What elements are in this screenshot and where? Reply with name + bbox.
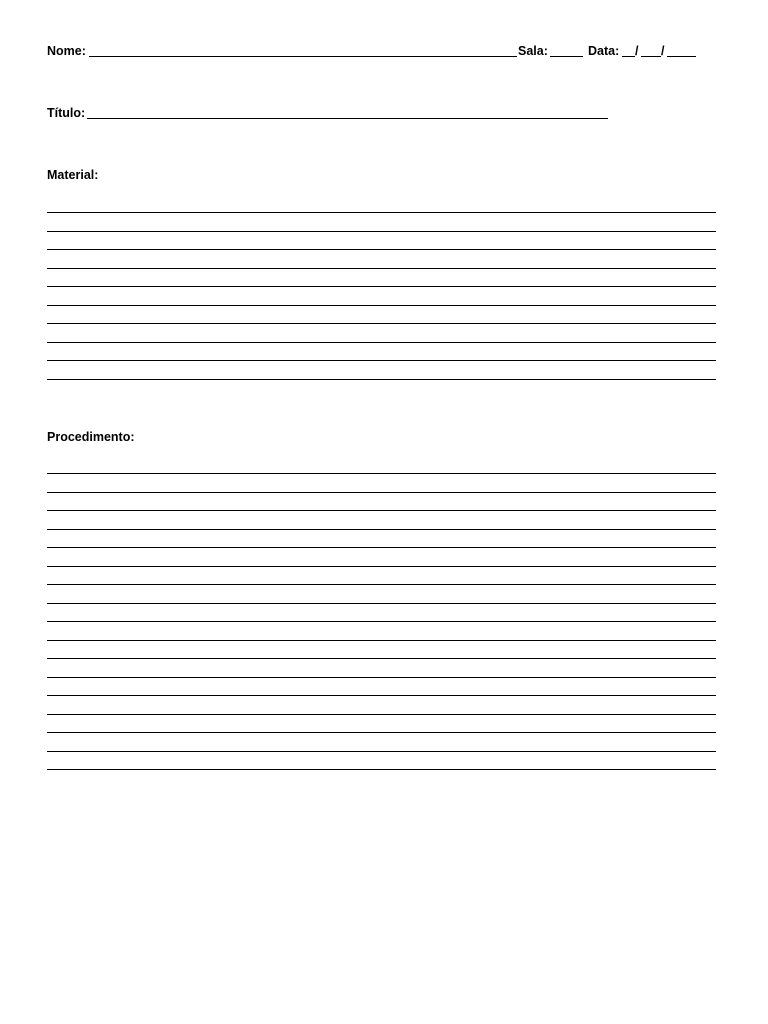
- procedure-writing-line[interactable]: [47, 677, 716, 678]
- procedure-writing-line[interactable]: [47, 603, 716, 604]
- date-day-field[interactable]: [622, 56, 635, 57]
- name-field[interactable]: [89, 56, 517, 57]
- material-writing-line[interactable]: [47, 286, 716, 287]
- material-heading: Material:: [47, 168, 99, 182]
- material-writing-line[interactable]: [47, 379, 716, 380]
- procedure-writing-line[interactable]: [47, 510, 716, 511]
- procedure-writing-line[interactable]: [47, 695, 716, 696]
- material-writing-line[interactable]: [47, 342, 716, 343]
- procedure-writing-line[interactable]: [47, 473, 716, 474]
- material-writing-line[interactable]: [47, 305, 716, 306]
- material-writing-line[interactable]: [47, 268, 716, 269]
- name-label: Nome:: [47, 44, 86, 58]
- date-month-field[interactable]: [641, 56, 661, 57]
- procedure-writing-line[interactable]: [47, 547, 716, 548]
- procedure-writing-line[interactable]: [47, 751, 716, 752]
- procedure-writing-line[interactable]: [47, 769, 716, 770]
- title-field[interactable]: [87, 118, 608, 119]
- procedure-writing-line[interactable]: [47, 492, 716, 493]
- procedure-writing-line[interactable]: [47, 732, 716, 733]
- room-field[interactable]: [550, 56, 583, 57]
- date-separator: /: [635, 44, 639, 58]
- room-label: Sala:: [518, 44, 548, 58]
- procedure-writing-line[interactable]: [47, 640, 716, 641]
- procedure-writing-line[interactable]: [47, 566, 716, 567]
- procedure-writing-line[interactable]: [47, 621, 716, 622]
- procedure-writing-line[interactable]: [47, 714, 716, 715]
- procedure-heading: Procedimento:: [47, 430, 135, 444]
- procedure-writing-line[interactable]: [47, 584, 716, 585]
- date-label: Data:: [588, 44, 620, 58]
- date-separator: /: [661, 44, 665, 58]
- material-writing-line[interactable]: [47, 323, 716, 324]
- procedure-writing-line[interactable]: [47, 529, 716, 530]
- date-year-field[interactable]: [667, 56, 696, 57]
- material-writing-line[interactable]: [47, 212, 716, 213]
- material-writing-line[interactable]: [47, 360, 716, 361]
- material-writing-line[interactable]: [47, 231, 716, 232]
- title-label: Título:: [47, 106, 86, 120]
- material-writing-line[interactable]: [47, 249, 716, 250]
- procedure-writing-line[interactable]: [47, 658, 716, 659]
